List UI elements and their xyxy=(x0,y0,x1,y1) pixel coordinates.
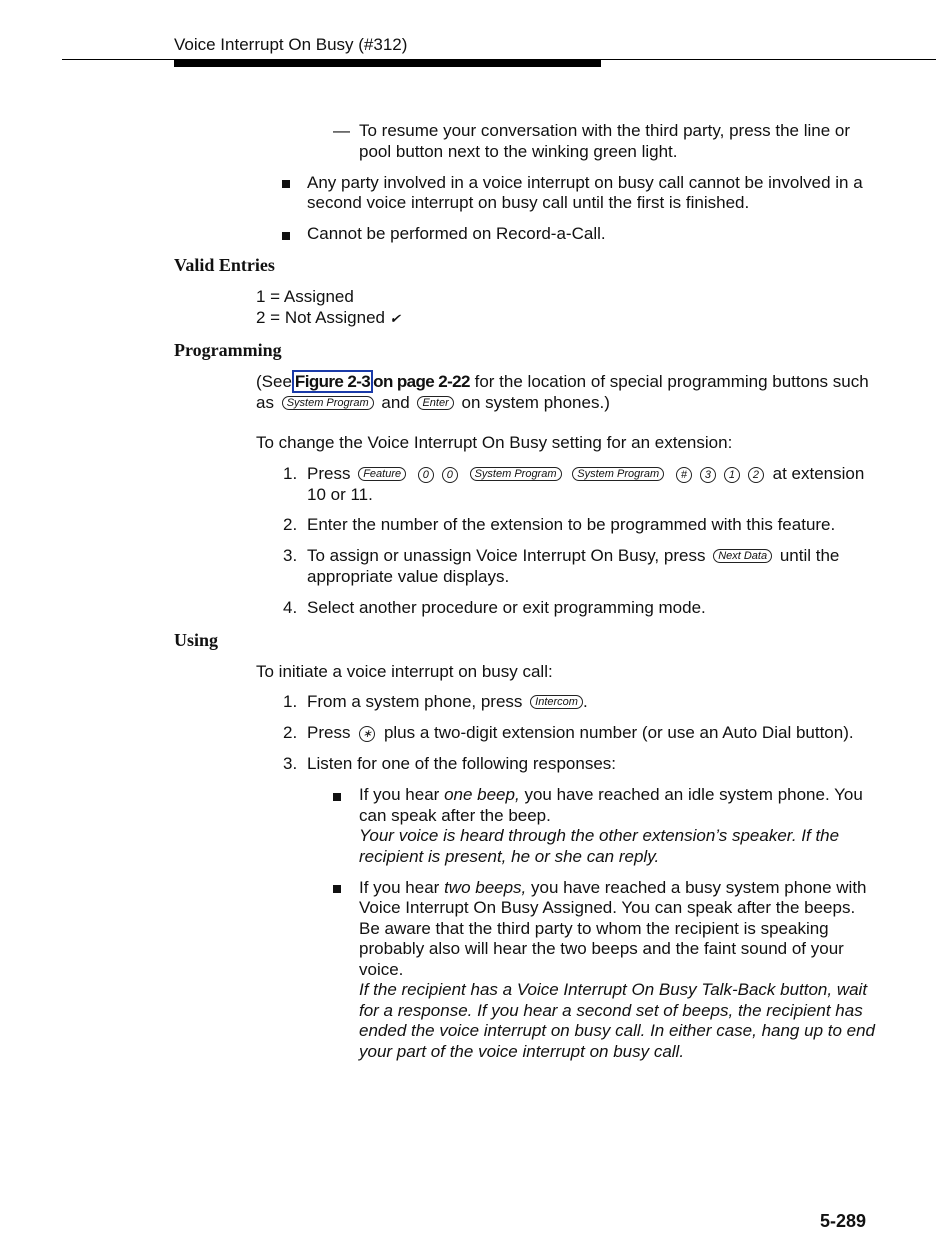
enter-key: Enter xyxy=(417,396,453,410)
bullet-item-line: Any party involved in a voice interrupt on busy call cannot be involved in a xyxy=(307,173,863,192)
response-text: you have reached an idle system phone. You xyxy=(524,785,863,804)
bullet-icon xyxy=(282,180,290,188)
section-heading-programming: Programming xyxy=(174,340,282,360)
response-line: probably also will hear the two beeps and the faint sound of your xyxy=(359,939,844,958)
response-line: can speak after the beep. xyxy=(359,806,551,825)
bullet-icon xyxy=(333,793,341,801)
step-text: at extension xyxy=(772,464,865,483)
bullet-icon xyxy=(333,885,341,893)
response-emphasis: one beep, xyxy=(444,785,520,804)
using-step-1 xyxy=(307,692,588,713)
note-text: (See xyxy=(256,372,292,391)
bullet-icon xyxy=(282,232,290,240)
programming-step-3-cont: appropriate value displays. xyxy=(307,567,510,586)
programming-step-4: Select another procedure or exit programming mode. xyxy=(307,598,706,617)
feature-key: Feature xyxy=(358,467,406,481)
programming-step-2: Enter the number of the extension to be programmed with this feature. xyxy=(307,515,836,534)
bullet-item-line: second voice interrupt on busy call until the first is finished. xyxy=(307,193,750,212)
note-text: and xyxy=(381,393,410,412)
dial-key-0: 0 xyxy=(418,467,434,483)
dial-key-hash: # xyxy=(676,467,692,483)
valid-entry: 1 = Assigned xyxy=(256,287,354,306)
system-program-key: System Program xyxy=(572,467,664,481)
valid-entry xyxy=(256,308,401,330)
dial-key-1: 1 xyxy=(724,467,740,483)
programming-step-1-cont: 10 or 11. xyxy=(307,485,373,504)
programming-step-1 xyxy=(307,464,864,485)
note-text: on system phones.) xyxy=(461,393,610,412)
step-text: Press xyxy=(307,464,351,483)
response-line xyxy=(359,878,867,899)
step-text: To assign or unassign Voice Interrupt On Busy, press xyxy=(307,546,706,565)
step-text: From a system phone, press xyxy=(307,692,523,711)
response-note: ended the voice interrupt on busy call. In either case, hang up to end xyxy=(359,1021,876,1040)
system-program-key: System Program xyxy=(470,467,562,481)
response-text: If you hear xyxy=(359,878,440,897)
response-text: you have reached a busy system phone with xyxy=(531,878,867,897)
step-number: 1. xyxy=(283,692,298,711)
step-text: until the xyxy=(779,546,840,565)
programming-note-line xyxy=(256,372,869,393)
dial-key-0: 0 xyxy=(442,467,458,483)
section-heading-valid-entries: Valid Entries xyxy=(174,255,275,275)
step-number: 3. xyxy=(283,546,298,565)
figure-link[interactable]: Figure 2-3 xyxy=(292,370,373,393)
checkmark-icon: ✔ xyxy=(389,311,401,326)
response-line: voice. xyxy=(359,960,404,979)
page-number: 5-289 xyxy=(820,1211,867,1231)
using-step-3: Listen for one of the following responses: xyxy=(307,754,617,773)
programming-note-line xyxy=(256,393,610,414)
dash-item-line: To resume your conversation with the third party, press the line or xyxy=(359,121,851,140)
response-line: Be aware that the third party to whom the recipient is speaking xyxy=(359,919,829,938)
dash-item-line: pool button next to the winking green light. xyxy=(359,142,678,161)
step-text: plus a two-digit extension number (or use an Auto Dial button). xyxy=(383,723,854,742)
valid-entry-text: 2 = Not Assigned xyxy=(256,308,386,327)
step-text: . xyxy=(582,692,588,711)
step-number: 1. xyxy=(283,464,298,483)
response-line xyxy=(359,785,863,806)
response-emphasis: two beeps, xyxy=(444,878,527,897)
response-note: Your voice is heard through the other extension’s speaker. If the xyxy=(359,826,840,845)
note-text: as xyxy=(256,393,274,412)
programming-step-3 xyxy=(307,546,839,567)
bullet-item-line: Cannot be performed on Record-a-Call. xyxy=(307,224,606,243)
using-step-2 xyxy=(307,723,854,744)
next-data-key: Next Data xyxy=(713,549,772,563)
using-intro: To initiate a voice interrupt on busy call: xyxy=(256,662,553,681)
step-number: 2. xyxy=(283,723,298,742)
step-number: 2. xyxy=(283,515,298,534)
dash-marker: — xyxy=(333,121,350,140)
note-text: for the location of special programming buttons such xyxy=(474,372,869,391)
star-key-icon: ∗ xyxy=(359,726,375,742)
response-line: Voice Interrupt On Busy Assigned. You can speak after the beeps. xyxy=(359,898,856,917)
response-note: for a response. If you hear a second set of beeps, the recipient has xyxy=(359,1001,863,1020)
step-text: Press xyxy=(307,723,351,742)
response-note: If the recipient has a Voice Interrupt On Busy Talk-Back button, wait xyxy=(359,980,868,999)
running-header: Voice Interrupt On Busy (#312) xyxy=(174,35,408,54)
system-program-key: System Program xyxy=(282,396,374,410)
dial-key-2: 2 xyxy=(748,467,764,483)
step-number: 4. xyxy=(283,598,298,617)
programming-intro: To change the Voice Interrupt On Busy setting for an extension: xyxy=(256,433,733,452)
step-number: 3. xyxy=(283,754,298,773)
response-note: your part of the voice interrupt on busy call. xyxy=(359,1042,685,1061)
dial-key-3: 3 xyxy=(700,467,716,483)
page-reference: on page 2-22 xyxy=(373,372,470,391)
section-heading-using: Using xyxy=(174,630,219,650)
response-note: recipient is present, he or she can reply. xyxy=(359,847,660,866)
intercom-key: Intercom xyxy=(530,695,583,709)
header-rule-thick xyxy=(174,60,601,67)
response-text: If you hear xyxy=(359,785,440,804)
